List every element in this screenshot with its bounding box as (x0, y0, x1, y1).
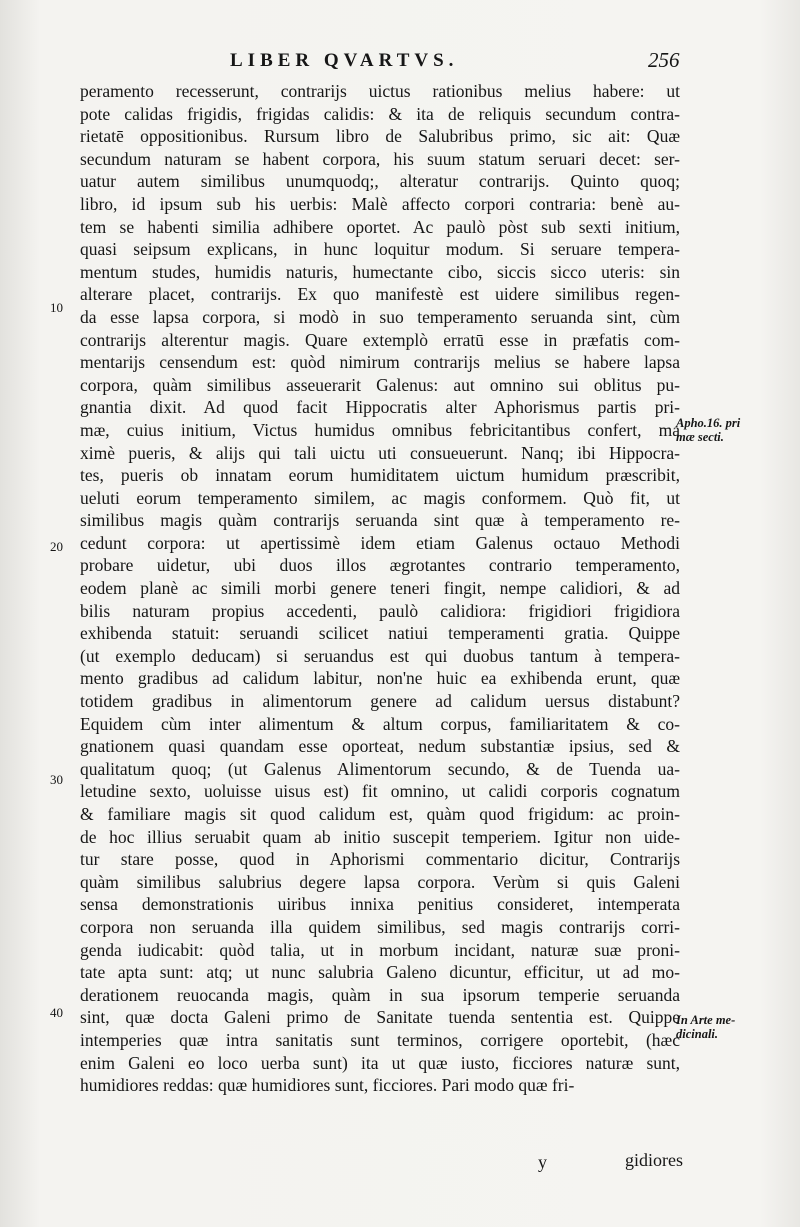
main-text-block (80, 80, 680, 1097)
text-line: peramento recesserunt, contrarijs uictus rationibus melius habere: ut (80, 81, 680, 101)
text-line: sensa demonstrationis uiribus innixa penitius consideret, intemperata (80, 894, 680, 915)
text-line: mento gradibus ad calidum labitur, non'ne huic ea exhibenda erunt, quæ (80, 668, 680, 689)
text-line: & familiare magis sit quod calidum est, quàm quod frigidum: ac proin- (80, 804, 680, 824)
text-line: letudine sexto, uoluisse uisus est) fit omnino, ut calidi corporis cognatum (80, 781, 680, 802)
text-line: enim Galeni eo loco uerba sunt) ita ut quæ iusto, ficciores naturæ sunt, (80, 1052, 680, 1073)
text-line: exhibenda statuit: seruandi scilicet natiui temperamenti gratia. Quippe (80, 623, 680, 644)
margin-note-arte-medicinali: In Arte me- dicinali. (676, 1013, 736, 1041)
text-line: da esse lapsa corpora, si modò in suo temperamento seruanda sint, cùm (80, 306, 680, 327)
text-line: quàm similibus salubrius degere lapsa corpora. Verùm si quis Galeni (80, 871, 680, 892)
text-line: similibus magis quàm contrarijs seruanda sint quæ à temperamento re- (80, 510, 680, 531)
text-line: secundum naturam se habent corpora, his suum statum seruari decet: ser- (80, 148, 680, 169)
margin-note-aphorism: Apho.16. pri mæ secti. (676, 416, 741, 444)
text-line: sint, quæ docta Galeni primo de Sanitate tuenda sententia est. Quippe (80, 1007, 680, 1028)
text-line: ueluti eorum temperamento similem, ac magis conformem. Quò fit, ut (80, 487, 680, 508)
text-line: tes, pueris ob innatam eorum humiditatem uictum humidum præscribit, (80, 465, 680, 486)
text-line: probare uidetur, ubi duos illos ægrotantes contrario temperamento, (80, 555, 680, 576)
catchword: gidiores (625, 1150, 683, 1170)
text-line: genda iudicabit: quòd talia, ut in morbum incidant, naturæ suæ proni- (80, 939, 680, 960)
folio-number: 256 (648, 48, 680, 72)
text-line: (ut exemplo deducam) si seruandus est qui duobus tantum à tempera- (80, 645, 680, 666)
text-line: quasi seipsum explicans, in hunc loquitur modum. Si seruare tempera- (80, 239, 680, 260)
text-line: tem se habenti similia adhibere oportet. Ac paulò pòst sub sexti initium, (80, 216, 680, 237)
running-head: LIBER QVARTVS. (230, 50, 459, 71)
text-line: corpora, quàm similibus asseuerarit Galenus: aut omnino sui oblitus pu- (80, 374, 680, 395)
text-line: rietatē oppositionibus. Rursum libro de Salubribus primo, sic ait: Quæ (80, 126, 680, 147)
text-line: derationem reuocanda magis, quàm in sua ipsorum temperie seruanda (80, 984, 680, 1005)
text-line: de hoc illius seruabit quam ab initio suscepit temperiem. Igitur non uide- (80, 826, 680, 847)
text-line: humidiores reddas: quæ humidiores sunt, ficciores. Pari modo quæ fri- (80, 1075, 575, 1096)
text-line: mæ, cuius initium, Victus humidus omnibus febricitantibus confert, ma (80, 419, 680, 440)
text-line: gnationem quasi quandam esse oporteat, nedum substantiæ ipsius, sed & (80, 736, 680, 757)
line-number-20: 20 (50, 539, 63, 554)
text-line: libro, id ipsum sub his uerbis: Malè affecto corpori contraria: benè au- (80, 193, 680, 214)
signature-mark: y (538, 1152, 547, 1172)
text-line: ximè pueris, & alijs qui tali uictu uti consueuerunt. Nanq; ibi Hippocra- (80, 442, 680, 463)
text-line: tate apta sunt: atq; ut nunc salubria Galeno dicuntur, efficitur, ut ad mo- (80, 962, 680, 983)
text-line: intemperies quæ intra sanitatis sunt terminos, corrigere oportebit, (hæc (80, 1029, 680, 1050)
text-line: contrarijs alterentur magis. Quare extemplò erratū esse in præfatis com- (80, 329, 680, 350)
text-line: mentum studes, humidis naturis, humectante cibo, siccis sicco uteris: sin (80, 261, 680, 282)
line-number-30: 30 (50, 772, 63, 787)
text-line: bilis naturam propius accedenti, paulò calidiora: frigidiori frigidiora (80, 600, 680, 621)
text-line: tur stare posse, quod in Aphorismi commentario dicitur, Contrarijs (80, 849, 680, 870)
text-line: alterare placet, contrarijs. Ex quo manifestè est uidere similibus regen- (80, 284, 680, 305)
text-line: pote calidas frigidis, frigidas calidis: & ita de reliquis secundum contra- (80, 103, 680, 124)
text-line: corpora non seruanda illa quidem similibus, sed magis contrarijs corri- (80, 916, 680, 937)
text-line: totidem gradibus in alimentorum genere ad calidum uersus distabunt? (80, 691, 680, 712)
text-line: gnantia dixit. Ad quod facit Hippocratis alter Aphorismus partis pri- (80, 397, 680, 418)
line-number-40: 40 (50, 1005, 63, 1020)
line-number-10: 10 (50, 300, 63, 315)
text-line: Equidem cùm inter alimentum & altum corpus, familiaritatem & co- (80, 713, 680, 734)
text-line: mentarijs censendum est: quòd nimirum contrarijs melius se habere lapsa (80, 352, 680, 373)
text-line: eodem planè ac simili morbi genere teneri fingit, nempe calidiori, & ad (80, 578, 680, 599)
text-line: qualitatum quoq; (ut Galenus Alimentorum secundo, & de Tuenda ua- (80, 758, 680, 779)
text-line: cedunt corpora: ut apertissimè idem etiam Galenus octauo Methodi (80, 532, 680, 553)
text-line: uatur autem similibus unumquodq;, alteratur contrarijs. Quinto quoq; (80, 171, 680, 192)
